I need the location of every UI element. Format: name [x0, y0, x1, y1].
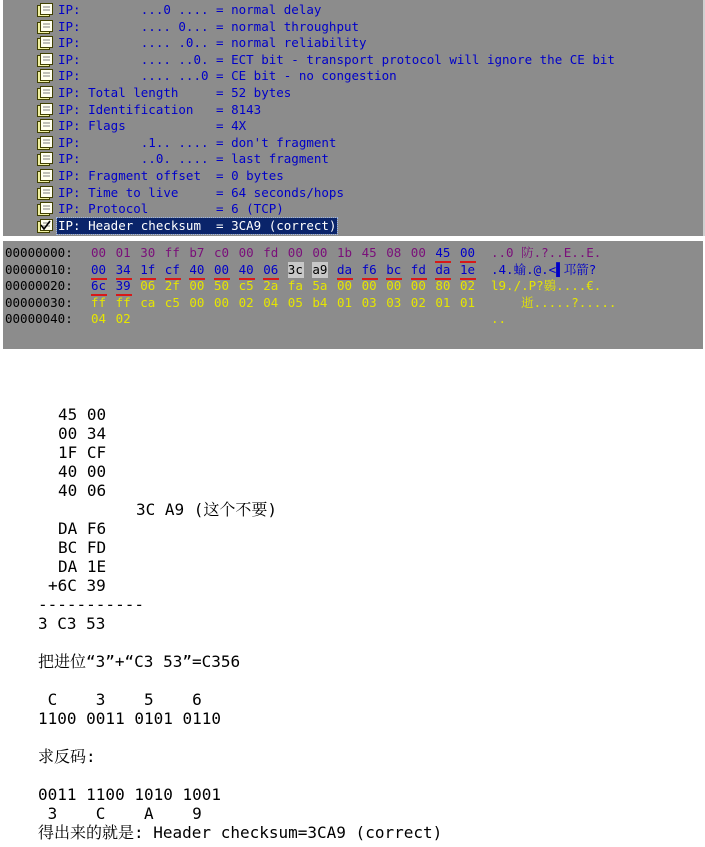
inverted-binary: 0011 1100 1010 1001: [38, 785, 222, 804]
hex-byte[interactable]: 00: [91, 262, 107, 280]
hex-ascii: .4.蝓.@.<▌邛箭?: [491, 261, 597, 277]
hex-byte[interactable]: 30: [140, 245, 156, 260]
hex-byte[interactable]: 08: [386, 245, 402, 260]
hex-offset: 00000020:: [5, 278, 73, 293]
hex-byte[interactable]: 40: [189, 262, 205, 280]
hex-byte[interactable]: 00: [410, 245, 426, 260]
tree-row-text: IP: Flags = 4X: [58, 118, 247, 134]
decode-node-icon: [37, 3, 53, 21]
sum-rule: -----------: [38, 595, 144, 614]
conclusion-line: 得出来的就是: Header checksum=3CA9 (correct): [38, 823, 443, 842]
hex-byte[interactable]: 00: [337, 278, 353, 293]
calc-word: 40 06: [58, 481, 107, 500]
hex-byte[interactable]: 06: [263, 262, 279, 280]
hex-offset: 00000040:: [5, 311, 73, 326]
calc-word: +6C 39: [48, 576, 106, 595]
hex-byte[interactable]: 03: [386, 294, 402, 310]
hex-ascii: ..0 防.?..E..E.: [491, 245, 602, 260]
hex-byte[interactable]: 6c: [91, 278, 107, 296]
hex-byte[interactable]: f6: [362, 262, 378, 280]
decode-node-icon: [37, 219, 53, 237]
hex-byte[interactable]: bc: [386, 262, 402, 280]
hex-offset: 00000010:: [5, 261, 73, 277]
hex-ascii: 逝.....?.....: [491, 294, 617, 310]
hex-byte[interactable]: 80: [435, 278, 451, 293]
decode-node-icon: [37, 202, 53, 220]
tree-row-text: IP: .... ...0 = CE bit - no congestion: [58, 68, 397, 84]
decode-node-icon: [37, 186, 53, 204]
hex-row[interactable]: [5, 311, 701, 327]
hex-byte[interactable]: cf: [165, 262, 181, 280]
hex-byte[interactable]: 00: [386, 278, 402, 293]
hex-byte[interactable]: 00: [91, 245, 107, 260]
hex-byte[interactable]: 00: [214, 294, 230, 310]
hex-byte[interactable]: c0: [214, 245, 230, 260]
calc-word: 45 00: [58, 405, 107, 424]
hex-byte[interactable]: b7: [189, 245, 205, 260]
hex-byte[interactable]: c5: [238, 278, 254, 293]
hex-byte[interactable]: 06: [140, 278, 156, 293]
hex-ascii: l9./.P?鷃....€.: [491, 278, 602, 293]
hex-byte[interactable]: 02: [410, 294, 426, 310]
hex-offset: 00000030:: [5, 294, 73, 310]
tree-row-text: IP: Identification = 8143: [58, 101, 262, 117]
hex-byte[interactable]: 01: [115, 245, 131, 260]
hex-row[interactable]: [5, 262, 701, 278]
tree-row-text: IP: Total length = 52 bytes: [58, 85, 292, 100]
hex-nibbles: C 3 5 6: [38, 690, 202, 709]
decode-node-icon: [37, 103, 53, 121]
tree-row-text: IP: Header checksum = 3CA9 (correct): [58, 217, 337, 233]
decode-tree-panel[interactable]: [3, 0, 705, 236]
decode-node-icon: [37, 152, 53, 170]
hex-byte[interactable]: 00: [214, 262, 230, 280]
tree-row-text: IP: Protocol = 6 (TCP): [58, 201, 284, 217]
inverted-hex: 3 C A 9: [38, 804, 202, 823]
sum-result: 3 C3 53: [38, 614, 106, 633]
hex-byte[interactable]: 5a: [312, 278, 328, 293]
hex-byte[interactable]: ff: [115, 294, 131, 310]
hex-byte[interactable]: 00: [189, 294, 205, 310]
decode-node-icon: [37, 119, 53, 137]
hex-row[interactable]: [5, 245, 701, 261]
hex-byte[interactable]: 04: [263, 294, 279, 310]
hex-byte-selected[interactable]: 3c: [287, 261, 303, 277]
hex-byte[interactable]: 2f: [164, 278, 180, 293]
hex-byte[interactable]: 39: [116, 278, 132, 296]
hex-byte[interactable]: 00: [361, 278, 377, 293]
hex-byte[interactable]: 00: [312, 245, 328, 260]
hex-byte[interactable]: 00: [189, 278, 205, 293]
tree-row-text: IP: Time to live = 64 seconds/hops: [58, 184, 344, 200]
hex-byte[interactable]: 04: [91, 311, 107, 326]
tree-row-text: IP: .... .0.. = normal reliability: [58, 35, 367, 51]
hex-byte[interactable]: 00: [238, 245, 254, 260]
hex-byte[interactable]: c5: [164, 294, 180, 310]
hex-ascii: ..: [491, 311, 507, 326]
hex-byte[interactable]: ff: [164, 245, 180, 260]
decode-node-icon: [37, 36, 53, 54]
hex-byte[interactable]: 00: [287, 245, 303, 260]
hex-byte[interactable]: ff: [91, 294, 107, 310]
hex-byte[interactable]: 00: [410, 278, 426, 293]
invert-title: 求反码:: [38, 747, 96, 766]
hex-byte[interactable]: 50: [214, 278, 230, 293]
hex-byte[interactable]: 02: [115, 311, 131, 326]
hex-byte[interactable]: 1b: [337, 245, 353, 260]
hex-byte[interactable]: 02: [460, 278, 476, 293]
calc-word: DA F6: [58, 519, 107, 538]
hex-byte[interactable]: da: [337, 262, 353, 280]
hex-offset: 00000000:: [5, 245, 73, 260]
hex-row[interactable]: [5, 295, 701, 311]
tree-row-text: IP: ...0 .... = normal delay: [58, 2, 322, 17]
hex-byte[interactable]: 2a: [263, 278, 279, 293]
hex-byte[interactable]: 00: [460, 245, 476, 263]
hex-row[interactable]: [5, 278, 701, 294]
calc-word: 1F CF: [58, 443, 107, 462]
calc-word: BC FD: [58, 538, 107, 557]
hex-byte[interactable]: 03: [361, 294, 377, 310]
skipped-checksum-word: 3C A9 (这个不要): [136, 500, 278, 519]
hex-byte[interactable]: da: [435, 262, 451, 280]
hex-byte[interactable]: 02: [238, 294, 254, 310]
hex-byte-selected[interactable]: a9: [312, 261, 328, 277]
decode-node-icon: [37, 86, 53, 104]
hex-byte[interactable]: 34: [116, 262, 132, 280]
tree-row-text: IP: .... ..0. = ECT bit - transport protocol will ignore the CE bit: [58, 51, 615, 67]
hex-byte[interactable]: ca: [140, 294, 156, 310]
tree-row-text: IP: Fragment offset = 0 bytes: [58, 168, 284, 183]
carry-fold-line: 把进位“3”+“C3 53”=C356: [38, 652, 241, 671]
binary-value: 1100 0011 0101 0110: [38, 709, 222, 728]
decode-node-icon: [37, 136, 53, 154]
calc-word: 00 34: [58, 424, 107, 443]
hex-byte[interactable]: 1f: [140, 262, 156, 280]
decode-node-icon: [37, 69, 53, 87]
calc-word: 40 00: [58, 462, 107, 481]
hex-byte[interactable]: 40: [239, 262, 255, 280]
decode-node-icon: [37, 20, 53, 38]
decode-node-icon: [37, 169, 53, 187]
hex-byte[interactable]: 45: [435, 245, 451, 263]
hex-byte[interactable]: fd: [263, 245, 279, 260]
hex-dump-panel[interactable]: [3, 237, 703, 349]
tree-row-text: IP: .... 0... = normal throughput: [58, 18, 360, 34]
hex-byte[interactable]: 1e: [460, 262, 476, 280]
hex-byte[interactable]: 05: [287, 294, 303, 310]
hex-byte[interactable]: b4: [312, 294, 328, 310]
hex-byte[interactable]: fa: [287, 278, 303, 293]
hex-byte[interactable]: 01: [337, 294, 353, 310]
hex-byte[interactable]: 01: [460, 294, 476, 310]
hex-byte[interactable]: fd: [411, 262, 427, 280]
tree-row-text: IP: ..0. .... = last fragment: [58, 151, 329, 167]
hex-byte[interactable]: 45: [361, 245, 377, 260]
decode-node-icon: [37, 53, 53, 71]
hex-byte[interactable]: 01: [435, 294, 451, 310]
tree-row-text: IP: .1.. .... = don't fragment: [58, 134, 337, 150]
calc-word: DA 1E: [58, 557, 107, 576]
